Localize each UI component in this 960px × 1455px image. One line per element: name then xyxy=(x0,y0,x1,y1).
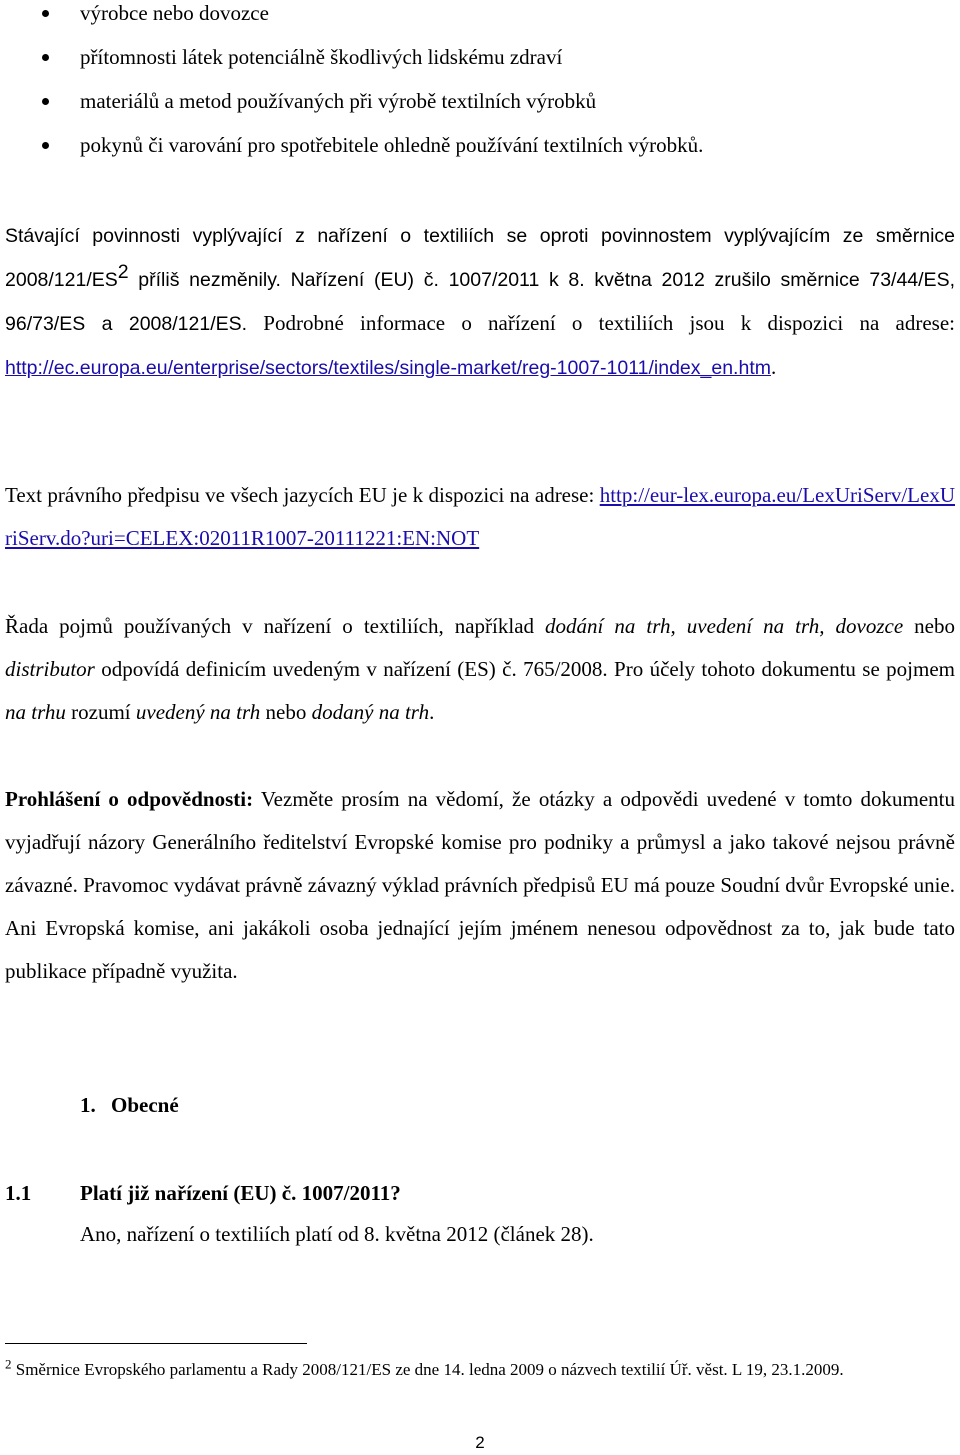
disclaimer-label: Prohlášení o odpovědnosti: xyxy=(5,787,254,811)
section-heading xyxy=(80,1093,179,1118)
list-item: výrobce nebo dovozce xyxy=(0,0,960,44)
bullet-icon xyxy=(42,10,49,17)
subsection-answer: Ano, nařízení o textiliích platí od 8. května 2012 (článek 28). xyxy=(80,1222,594,1246)
textile-regulation-paragraph: Stávající povinnosti vyplývající z nařízení o textiliích se oproti povinnostem vyplývajícím ze směrnice $2008/121/ES^2$ příliš nezměnily. Nařízení (EU) č. 1007/2011 k 8. května 2012 zrušilo směrnice 73/44/ES, 96/73/ES a 2008/121/ES. Podrobné informace o nařízení o textiliích jsou k dispozici na adrese: http://ec.europa.eu/enterprise/sectors/textiles/single-market/reg-1007-1011/index_en.htm. xyxy=(5,225,955,379)
bullet-list xyxy=(0,0,960,176)
subsection-number: 1.1 xyxy=(5,1181,32,1205)
subsection-question: Platí již nařízení (EU) č. 1007/2011? xyxy=(80,1181,401,1205)
regulation-info-link[interactable]: http://ec.europa.eu/enterprise/sectors/textiles/single-market/reg-1007-1011/index_en.htm xyxy=(5,357,771,379)
disclaimer-paragraph: Prohlášení o odpovědnosti: Vezměte prosím na vědomí, že otázky a odpovědi uvedené v tomto dokumentu vyjadřují názory Generálního ředitelství Evropské komise pro podniky a průmysl a jako takové nejsou právně závazné. Pravomoc vydávat právně závazný výklad právních předpisů EU má pouze Soudní dvůr Evropské unie. Ani Evropská komise, ani jakákoli osoba jednající jejím jménem nenesou odpovědnost za to, jak bude tato publikace případně využita. xyxy=(5,787,956,983)
bullet-icon xyxy=(42,98,49,105)
footnote-divider xyxy=(5,1343,307,1344)
bullet-icon xyxy=(42,142,49,149)
list-item: přítomnosti látek potenciálně škodlivých lidskému zdraví xyxy=(0,44,960,88)
footnote-reference[interactable]: 2 xyxy=(117,261,129,283)
definitions-paragraph: Řada pojmů používaných v nařízení o textiliích, například dodání na trh, uvedení na trh, dovozce nebo distributor odpovídá definicím uvedeným v nařízení (ES) č. 765/2008. Pro účely tohoto dokumentu se pojmem na trhu rozumí uvedený na trh nebo dodaný na trh. xyxy=(5,614,955,724)
page-number: 2 xyxy=(475,1433,485,1452)
list-item: pokynů či varování pro spotřebitele ohledně používání textilních výrobků. xyxy=(0,132,960,176)
footnote: $^2$ Směrnice Evropského parlamentu a Rady 2008/121/ES ze dne 14. ledna 2009 o názvech textilií Úř. věst. L 19, 23.1.2009. xyxy=(5,1356,844,1379)
bullet-icon xyxy=(42,54,49,61)
eur-lex-link[interactable]: http://eur-lex.europa.eu/LexUriServ/LexUriServ.do?uri=CELEX:02011R1007-20111221:EN:NOT xyxy=(5,483,955,550)
list-item: materiálů a metod používaných při výrobě textilních výrobků xyxy=(0,88,960,132)
footnote-mark: 2 xyxy=(5,1356,12,1372)
legal-text-paragraph: Text právního předpisu ve všech jazycích EU je k dispozici na adrese: http://eur-lex.europa.eu/LexUriServ/LexUriServ.do?uri=CELEX:02011R1007-20111221:EN:NOT xyxy=(5,483,955,550)
section-title: Obecné xyxy=(111,1093,179,1117)
section-number: 1. xyxy=(80,1093,96,1117)
